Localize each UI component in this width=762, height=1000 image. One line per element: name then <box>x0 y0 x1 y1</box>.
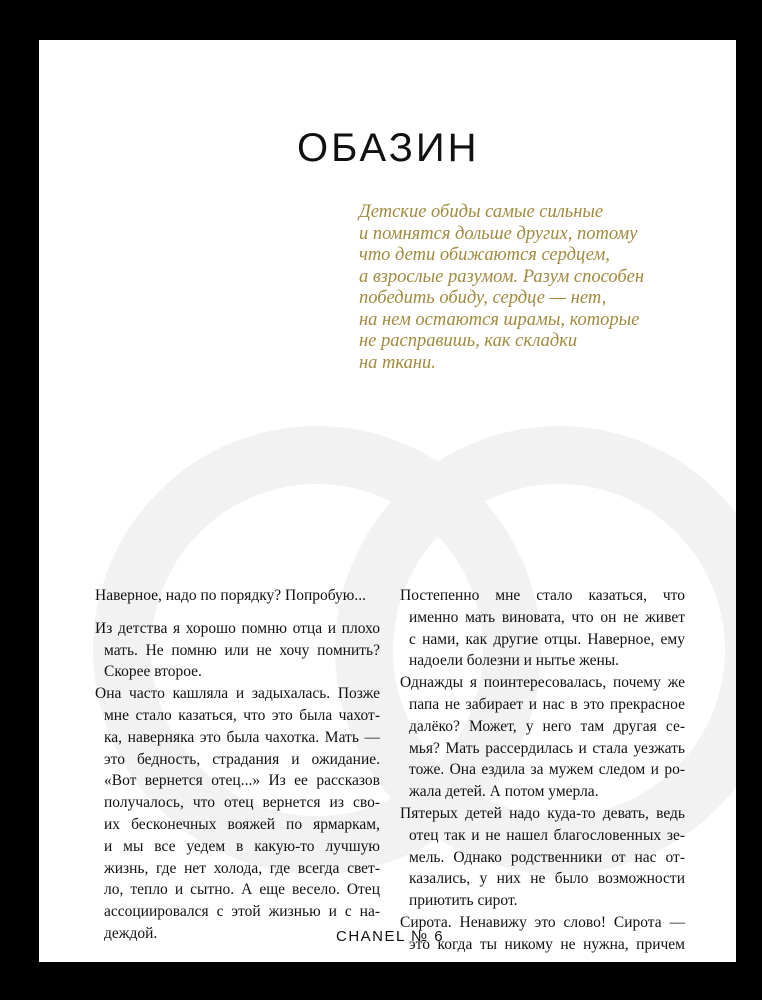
text-line: ка, наверняка это была чахотка. Мать — <box>104 728 380 746</box>
text-line: тоже. Она ездила за мужем следом и ро- <box>409 761 685 779</box>
text-line: мель. Однако родственники от нас от- <box>409 848 685 866</box>
text-line: Из детства я хорошо помню отца и плохо <box>95 619 380 637</box>
text-line: папа не забирает и нас в это прекрасное <box>409 695 685 713</box>
text-line: мья? Мать рассердилась и стала уезжать <box>409 739 685 757</box>
text-line: жала детей. А потом умерла. <box>409 783 599 801</box>
text-line: ассоциировался с этой жизнью и с на- <box>104 903 380 921</box>
book-page <box>39 40 736 962</box>
text-line: ло, тепло и сытно. А еще весело. Отец <box>104 881 380 899</box>
text-line: отец так и не нашел благословенных зе- <box>409 826 685 844</box>
text-line: это бедность, страдания и ожидание. <box>104 750 380 768</box>
text-line: деждой. <box>104 924 158 942</box>
paragraph <box>95 618 380 683</box>
text-line: их бесконечных вояжей по ярмаркам, <box>104 815 380 833</box>
epigraph-line: что дети обижаются сердцем, <box>359 245 610 265</box>
text-line: Постепенно мне стало казаться, что <box>400 587 685 604</box>
text-line: Однажды я поинтересовалась, почему же <box>400 674 685 692</box>
epigraph <box>359 202 719 374</box>
text-line: приютить сирот. <box>409 892 518 910</box>
text-line: получалось, что отец вернется из сво- <box>104 794 380 812</box>
epigraph-line: Детские обиды самые сильные <box>359 202 604 222</box>
paragraph <box>400 672 685 803</box>
text-line: Наверное, надо по порядку? Попробую... <box>95 587 367 604</box>
epigraph-line: на нем остаются шрамы, которые <box>359 309 640 330</box>
epigraph-line: а взрослые разумом. Разум способен <box>359 266 645 287</box>
text-line: Пятерых детей надо куда-то девать, ведь <box>400 804 685 822</box>
running-footer: CHANEL № 6 <box>336 928 445 945</box>
text-line: далёко? Может, у него там другая се- <box>409 717 685 735</box>
text-line: Скорее второе. <box>104 663 202 681</box>
epigraph-line: не расправишь, как складки <box>359 331 578 351</box>
paragraph <box>95 683 380 945</box>
text-line: надоели болезни и нытье жены. <box>409 652 620 670</box>
epigraph-line: победить обиду, сердце — нет, <box>359 288 607 308</box>
epigraph-line: и помнятся дольше других, потому <box>359 223 638 244</box>
text-line: это когда ты никому не нужна, причем <box>409 935 685 953</box>
paragraph <box>400 585 685 672</box>
chapter-title: ОБАЗИН <box>297 126 480 170</box>
paragraph <box>400 803 685 912</box>
text-line: Она часто кашляла и задыхалась. Позже <box>95 685 380 703</box>
text-column-left <box>95 585 380 945</box>
text-line: мать. Не помню или не хочу помнить? <box>104 641 380 659</box>
text-line: мне стало казаться, что это была чахот- <box>104 706 380 724</box>
epigraph-line: на ткани. <box>359 352 436 373</box>
text-line: «Вот вернется отец...» Из ее рассказов <box>104 772 380 790</box>
text-line: казались, у них не было возможности <box>409 870 685 888</box>
text-line: именно мать виновата, что он не живет <box>409 608 685 626</box>
text-line: Сирота. Ненавижу это слово! Сирота — <box>400 913 685 931</box>
paragraph <box>95 585 380 607</box>
text-line: и мы все уедем в какую-то лучшую <box>104 837 380 855</box>
text-line: с нами, как другие отцы. Наверное, ему <box>409 630 685 648</box>
text-line: жизнь, где нет холода, где всегда свет- <box>104 859 380 877</box>
text-column-right <box>400 585 685 956</box>
